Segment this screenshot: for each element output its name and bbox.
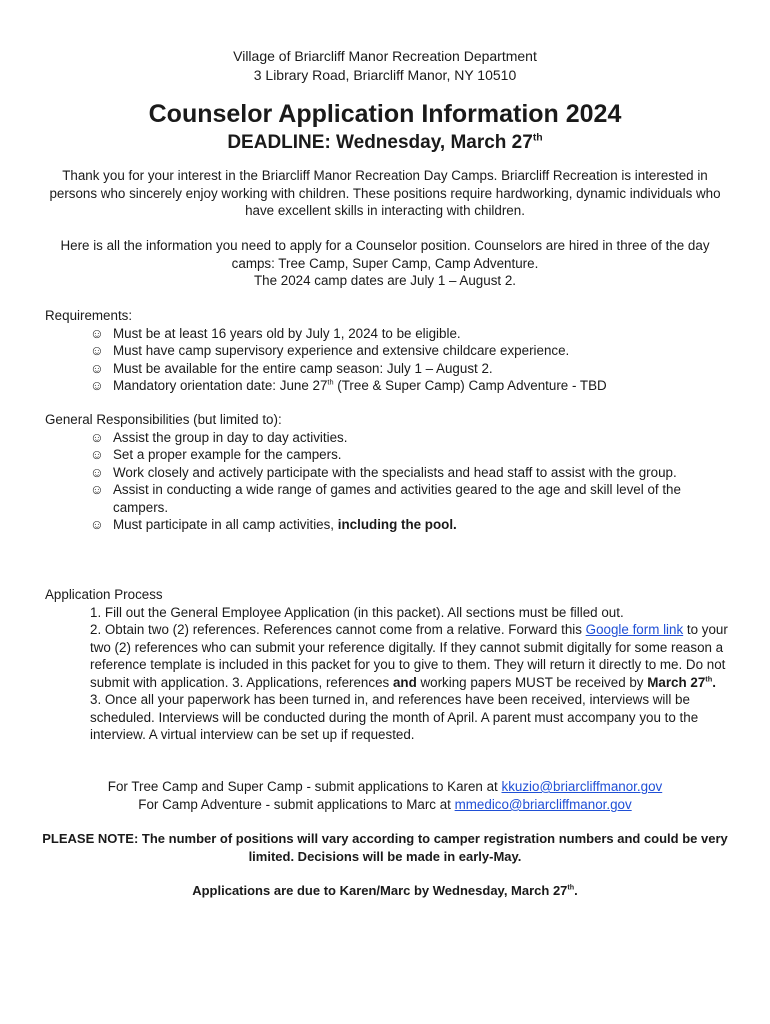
google-form-link[interactable]: Google form link — [585, 622, 684, 637]
letterhead — [0, 47, 770, 85]
list-item: ☺ Set a proper example for the campers. — [90, 447, 342, 462]
application-heading: Application Process — [45, 587, 163, 602]
requirements-section — [45, 307, 735, 395]
smiley-icon: ☺ — [90, 378, 104, 393]
step-3: 3. Once all your paperwork has been turned in, and references have been received, interviews will be scheduled. Interviews will be conducted during the month of April. A parent must accompany you to the interview. A virtual interview can be set up if requested. — [90, 692, 699, 742]
smiley-icon: ☺ — [90, 482, 104, 497]
application-process-section — [45, 586, 735, 744]
application-steps — [45, 604, 735, 744]
contact-camp-adventure: For Camp Adventure - submit applications to Marc at mmedico@briarcliffmanor.gov — [138, 797, 632, 812]
responsibilities-heading: General Responsibilities (but limited to): — [45, 412, 282, 427]
step-1: 1. Fill out the General Employee Application (in this packet). All sections must be filled out. — [90, 604, 624, 620]
list-item: ☺ Must be available for the entire camp season: July 1 – August 2. — [90, 360, 493, 376]
list-item: ☺ Assist in conducting a wide range of games and activities geared to the age and skill level of the campers. — [90, 482, 681, 515]
requirements-heading: Requirements: — [45, 308, 133, 323]
responsibilities-section — [45, 411, 735, 534]
due-note: Applications are due to Karen/Marc by Wednesday, March 27th. — [192, 883, 578, 898]
info-line-camps: Here is all the information you need to apply for a Counselor position. Counselors are hired in three of the day camps: Tree Camp, Super Camp, Camp Adventure. — [60, 238, 710, 271]
info-paragraph — [40, 237, 730, 290]
list-item: ☺ Must be at least 16 years old by July 1, 2024 to be eligible. — [90, 325, 461, 341]
smiley-icon: ☺ — [90, 447, 104, 462]
deadline-heading: DEADLINE: Wednesday, March 27th — [227, 132, 543, 153]
smiley-icon: ☺ — [90, 517, 104, 532]
email-link-marc[interactable]: mmedico@briarcliffmanor.gov — [454, 797, 632, 812]
smiley-icon: ☺ — [90, 325, 104, 341]
requirements-list — [45, 325, 735, 395]
smiley-icon: ☺ — [90, 360, 104, 376]
contact-tree-camp: For Tree Camp and Super Camp - submit applications to Karen at kkuzio@briarcliffmanor.gov — [107, 779, 663, 794]
smiley-icon: ☺ — [90, 464, 104, 480]
list-item: ☺ Must have camp supervisory experience and extensive childcare experience. — [90, 343, 570, 358]
step-2: 2. Obtain two (2) references. References cannot come from a relative. Forward this Google form link to your two (2) references who can submit your reference digitally. If they cannot submit digitally for some reason a reference template is included in this packet for you to give to them. They will return it directly to me. Do not submit with application. 3. Applications, references and working papers MUST be received by March 27th. — [90, 622, 728, 690]
info-line-dates: The 2024 camp dates are July 1 – August 2. — [253, 273, 517, 288]
email-link-karen[interactable]: kkuzio@briarcliffmanor.gov — [501, 779, 663, 794]
list-item: ☺ Mandatory orientation date: June 27th (Tree & Super Camp) Camp Adventure - TBD — [90, 377, 607, 393]
intro-paragraph: Thank you for your interest in the Briarcliff Manor Recreation Day Camps. Briarcliff Recreation is interested in persons who sincerely enjoy working with children. These positions require hardworking, dynamic individuals who have excellent skills in interacting with children. — [49, 168, 721, 218]
department-name: Village of Briarcliff Manor Recreation Department — [233, 48, 537, 64]
list-item: ☺ Must participate in all camp activities, including the pool. — [90, 517, 457, 532]
list-item: ☺ Assist the group in day to day activities. — [90, 429, 348, 445]
responsibilities-list — [45, 429, 735, 534]
page-title: Counselor Application Information 2024 — [148, 100, 622, 128]
smiley-icon: ☺ — [90, 343, 104, 358]
please-note: PLEASE NOTE: The number of positions will vary according to camper registration numbers and could be very limited. Decisions will be made in early-May. — [42, 831, 728, 864]
smiley-icon: ☺ — [90, 429, 104, 445]
department-address: 3 Library Road, Briarcliff Manor, NY 10510 — [253, 67, 517, 83]
list-item: ☺ Work closely and actively participate with the specialists and head staff to assist with the group. — [90, 464, 677, 480]
